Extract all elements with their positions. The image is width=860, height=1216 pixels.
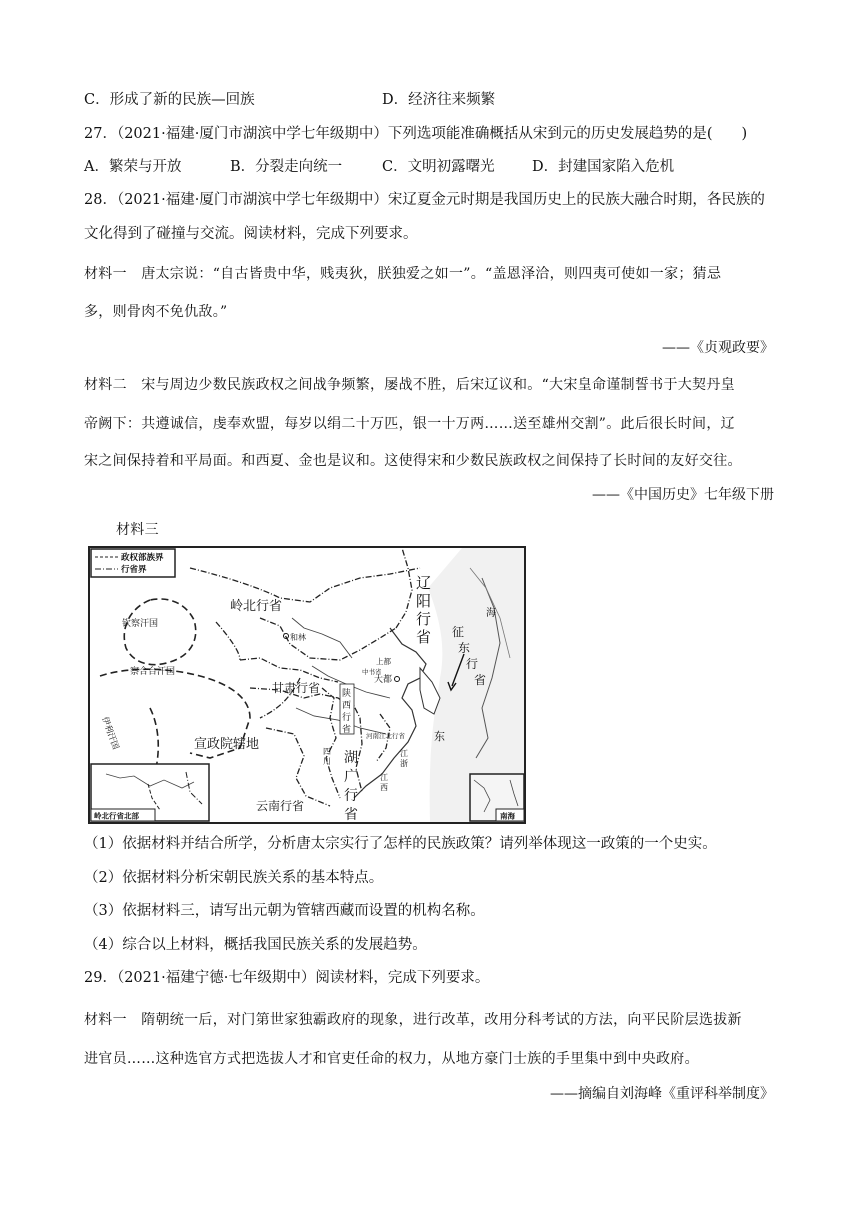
map-label-huguang-2: 广: [344, 769, 358, 785]
map-label-shaanxi-1: 陕: [342, 689, 352, 699]
q28-sub4: （4）综合以上材料，概括我国民族关系的发展趋势。: [84, 937, 427, 953]
map-label-jiangzhe-2: 浙: [400, 759, 408, 768]
map-label-dong: 东: [434, 730, 445, 743]
map-label-yunnan: 云南行省: [256, 799, 305, 813]
q28-sub2: （2）依据材料分析宋朝民族关系的基本特点。: [84, 870, 384, 886]
q28-material1-line2: 多，则骨肉不免仇敌。”: [84, 304, 228, 320]
map-label-shaanxi-3: 行: [342, 713, 352, 723]
inset-lingbei-north: [91, 764, 209, 821]
q27-option-b: B．分裂走向统一: [230, 159, 343, 175]
map-label-jiangzhe-1: 江: [400, 749, 408, 758]
map-label-qincha: 钦察汗国: [122, 619, 159, 629]
q28-material2-line3: 宋之间保持着和平局面。和西夏、金也是议和。这使得宋和少数民族政权之间保持了长时间的友好交往。: [84, 453, 742, 469]
map-label-jiangxi-2: 西: [380, 783, 388, 792]
inset-south-sea: [470, 774, 524, 821]
map-label-lingbei: 岭北行省: [230, 599, 283, 614]
map-label-zhengdong-3: 行: [466, 657, 479, 671]
q28-sub1: （1）依据材料并结合所学，分析唐太宗实行了怎样的民族政策？请列举体现这一政策的一个史实。: [84, 836, 717, 852]
q28-material2-source: ——《中国历史》七年级下册: [592, 487, 774, 503]
q28-material1-line1: 材料一 唐太宗说：“自古皆贵中华，贱夷狄，朕独爱之如一”。“盖恩泽洽，则四夷可使如一家；猜忌: [84, 266, 722, 282]
q29-material1-line1: 材料一 隋朝统一后，对门第世家独霸政府的现象，进行改革，改用分科考试的方法，向平民阶层选拔新: [84, 1012, 742, 1028]
map-label-helin: 和林: [290, 633, 306, 642]
map-label-dadu: 大都: [374, 675, 393, 685]
map-label-zhongshu: 中书省: [362, 668, 382, 676]
map-label-liaoyang-1: 辽: [416, 574, 432, 592]
map-label-shaanxi-2: 西: [342, 701, 352, 711]
map-label-huguang-4: 省: [344, 807, 358, 822]
q26-option-d: D．经济往来频繁: [382, 92, 496, 108]
legend-boundary-label: 政权部族界: [121, 553, 164, 563]
map-label-ilkhan: 伊利汗国: [99, 715, 121, 751]
q28-material2-line2: 帝阙下：共遵诚信，虔奉欢盟，每岁以绢二十万匹，银一十万两……送至雄州交割”。此后很长时间，辽: [84, 416, 735, 432]
yuan-dynasty-map: [88, 546, 526, 824]
q29-material1-source: ——摘编自刘海峰《重评科举制度》: [550, 1086, 774, 1102]
q27-option-a: A．繁荣与开放: [84, 159, 182, 175]
map-label-xuanzheng: 宣政院辖地: [194, 737, 260, 752]
map-label-zhengdong-4: 省: [474, 673, 487, 687]
q27-option-d: D．封建国家陷入危机: [532, 159, 675, 175]
q28-stem-line2: 文化得到了碰撞与交流。阅读材料，完成下列要求。: [84, 226, 418, 242]
q28-material1-source: ——《贞观政要》: [662, 340, 774, 356]
q26-option-c: C．形成了新的民族—回族: [84, 92, 255, 108]
q28-stem-line1: 28．（2021·福建·厦门市湖滨中学七年级期中）宋辽夏金元时期是我国历史上的民族大融合时期，各民族的: [84, 192, 765, 208]
map-label-huguang-3: 行: [344, 788, 358, 804]
map-label-hai: 海: [486, 608, 496, 619]
q29-material1-line2: 进官员……这种选官方式把选拔人才和官吏任命的权力，从地方豪门士族的手里集中到中央政府。: [84, 1051, 699, 1067]
q27-stem: 27．（2021·福建·厦门市湖滨中学七年级期中）下列选项能准确概括从宋到元的历史发展趋势的是( ): [84, 126, 748, 142]
map-label-gansu: 甘肃行省: [272, 681, 321, 695]
map-label-sichuan-1: 四: [323, 747, 331, 756]
map-label-liaoyang-4: 省: [416, 628, 432, 646]
map-label-sichuan-2: 川: [323, 757, 331, 766]
map-label-henan: 河南江北行省: [366, 732, 405, 740]
map-label-liaoyang-3: 行: [416, 610, 432, 628]
map-label-jiangxi-1: 江: [380, 773, 388, 782]
legend-province-label: 行省界: [121, 565, 147, 575]
q27-option-c: C．文明初露曙光: [382, 159, 495, 175]
map-label-chagatai: 察合台汗国: [130, 667, 176, 677]
map-label-zhengdong-2: 东: [458, 641, 471, 655]
map-label-shangdu: 上都: [376, 657, 391, 666]
q28-material2-line1: 材料二 宋与周边少数民族政权之间战争频繁，屡战不胜，后宋辽议和。“大宋皇命谨制誓书于大契丹皇: [84, 377, 735, 393]
q28-sub3: （3）依据材料三，请写出元朝为管辖西藏而设置的机构名称。: [84, 903, 485, 919]
map-label-liaoyang-2: 阳: [416, 592, 432, 610]
inset-left-label: 岭北行省北部: [94, 811, 139, 821]
inset-right-label: 南海: [500, 811, 515, 821]
q28-material3-label: 材料三: [116, 522, 159, 538]
map-label-huguang-1: 湖: [344, 750, 358, 766]
map-label-zhengdong-1: 征: [452, 625, 465, 639]
q29-stem: 29．（2021·福建宁德·七年级期中）阅读材料，完成下列要求。: [84, 970, 490, 986]
map-legend: [91, 549, 175, 577]
map-label-shaanxi-4: 省: [342, 725, 352, 735]
